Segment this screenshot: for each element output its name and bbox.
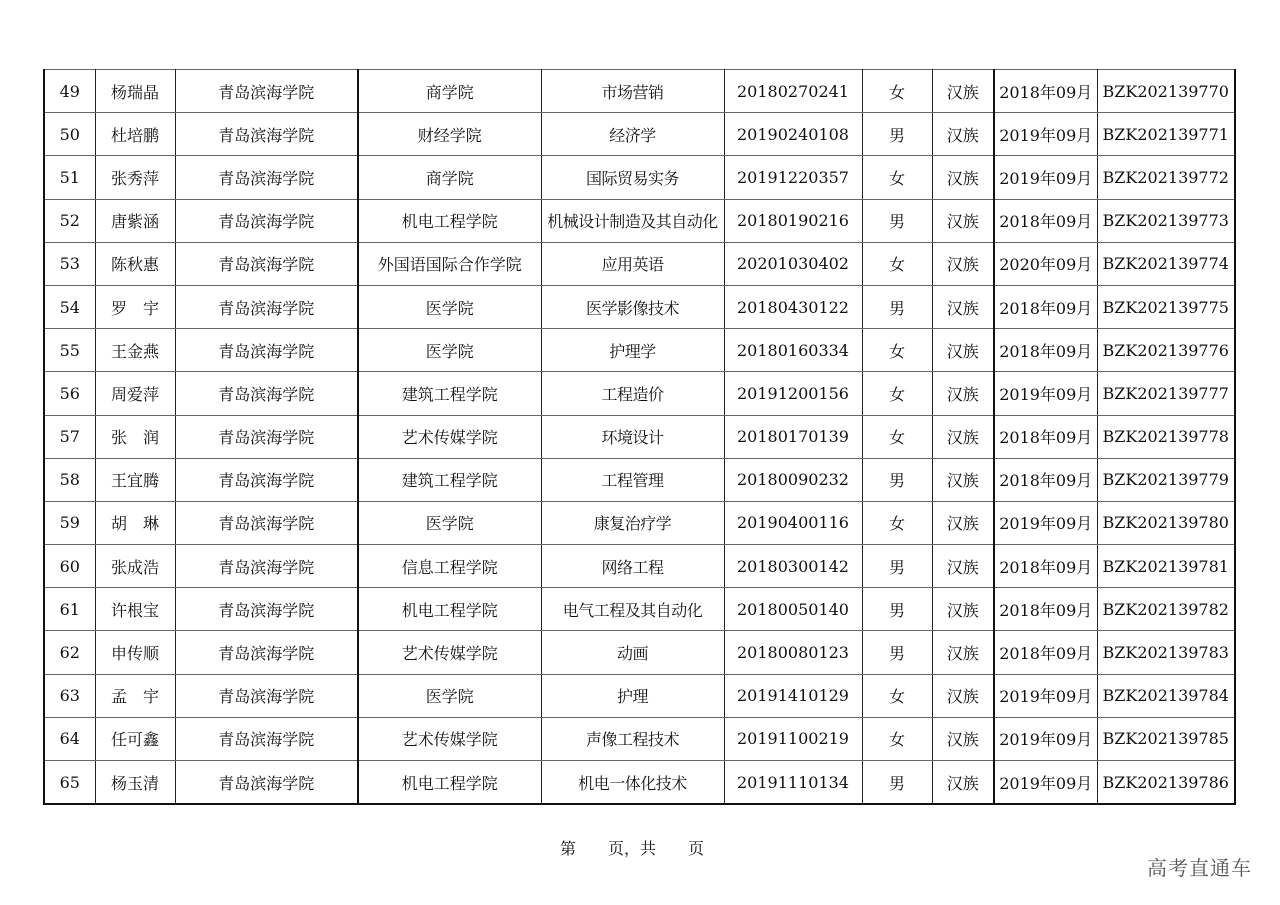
cell-major: 电气工程及其自动化 xyxy=(541,588,724,631)
cell-gender: 女 xyxy=(862,242,932,285)
table-row xyxy=(44,588,1235,631)
cell-college: 医学院 xyxy=(358,501,541,544)
page-footer: 第 页，共 页 xyxy=(560,839,705,858)
cell-index: 59 xyxy=(44,501,95,544)
cell-student-id: 20191410129 xyxy=(724,674,862,717)
table-row xyxy=(44,717,1235,760)
cell-student-id: 20180270241 xyxy=(724,70,862,113)
cell-enrollment-date: 2018年09月 xyxy=(994,285,1097,328)
cell-school: 青岛滨海学院 xyxy=(175,199,358,242)
cell-certificate-no: BZK202139778 xyxy=(1097,415,1235,458)
cell-index: 61 xyxy=(44,588,95,631)
table-row xyxy=(44,70,1235,113)
cell-certificate-no: BZK202139784 xyxy=(1097,674,1235,717)
table-row xyxy=(44,199,1235,242)
cell-gender: 男 xyxy=(862,199,932,242)
cell-index: 55 xyxy=(44,329,95,372)
table-row xyxy=(44,545,1235,588)
table-body xyxy=(44,70,1235,805)
cell-index: 50 xyxy=(44,113,95,156)
cell-index: 62 xyxy=(44,631,95,674)
cell-enrollment-date: 2018年09月 xyxy=(994,631,1097,674)
cell-ethnicity: 汉族 xyxy=(932,717,994,760)
cell-ethnicity: 汉族 xyxy=(932,372,994,415)
cell-student-id: 20180430122 xyxy=(724,285,862,328)
cell-name: 杨玉清 xyxy=(95,761,175,805)
cell-certificate-no: BZK202139772 xyxy=(1097,156,1235,199)
cell-student-id: 20190240108 xyxy=(724,113,862,156)
cell-enrollment-date: 2019年09月 xyxy=(994,674,1097,717)
cell-name: 陈秋惠 xyxy=(95,242,175,285)
cell-school: 青岛滨海学院 xyxy=(175,458,358,501)
cell-college: 艺术传媒学院 xyxy=(358,717,541,760)
table-row xyxy=(44,113,1235,156)
cell-certificate-no: BZK202139780 xyxy=(1097,501,1235,544)
cell-ethnicity: 汉族 xyxy=(932,70,994,113)
cell-student-id: 20191220357 xyxy=(724,156,862,199)
cell-gender: 男 xyxy=(862,588,932,631)
table-row xyxy=(44,501,1235,544)
cell-certificate-no: BZK202139776 xyxy=(1097,329,1235,372)
cell-school: 青岛滨海学院 xyxy=(175,415,358,458)
cell-certificate-no: BZK202139777 xyxy=(1097,372,1235,415)
cell-student-id: 20180080123 xyxy=(724,631,862,674)
cell-school: 青岛滨海学院 xyxy=(175,113,358,156)
cell-major: 护理 xyxy=(541,674,724,717)
cell-certificate-no: BZK202139774 xyxy=(1097,242,1235,285)
cell-college: 商学院 xyxy=(358,70,541,113)
cell-school: 青岛滨海学院 xyxy=(175,631,358,674)
cell-name: 杨瑞晶 xyxy=(95,70,175,113)
cell-enrollment-date: 2019年09月 xyxy=(994,761,1097,805)
cell-index: 57 xyxy=(44,415,95,458)
cell-enrollment-date: 2019年09月 xyxy=(994,717,1097,760)
cell-name: 许根宝 xyxy=(95,588,175,631)
cell-enrollment-date: 2018年09月 xyxy=(994,458,1097,501)
cell-major: 护理学 xyxy=(541,329,724,372)
cell-name: 任可鑫 xyxy=(95,717,175,760)
cell-school: 青岛滨海学院 xyxy=(175,588,358,631)
cell-ethnicity: 汉族 xyxy=(932,501,994,544)
cell-major: 网络工程 xyxy=(541,545,724,588)
cell-index: 65 xyxy=(44,761,95,805)
cell-index: 54 xyxy=(44,285,95,328)
cell-student-id: 20180170139 xyxy=(724,415,862,458)
cell-enrollment-date: 2020年09月 xyxy=(994,242,1097,285)
cell-gender: 女 xyxy=(862,415,932,458)
cell-enrollment-date: 2019年09月 xyxy=(994,372,1097,415)
cell-student-id: 20191100219 xyxy=(724,717,862,760)
cell-enrollment-date: 2018年09月 xyxy=(994,415,1097,458)
cell-gender: 女 xyxy=(862,329,932,372)
cell-name: 张 润 xyxy=(95,415,175,458)
cell-gender: 男 xyxy=(862,631,932,674)
cell-major: 声像工程技术 xyxy=(541,717,724,760)
cell-school: 青岛滨海学院 xyxy=(175,372,358,415)
cell-college: 信息工程学院 xyxy=(358,545,541,588)
cell-school: 青岛滨海学院 xyxy=(175,717,358,760)
cell-college: 艺术传媒学院 xyxy=(358,415,541,458)
cell-college: 医学院 xyxy=(358,285,541,328)
cell-index: 52 xyxy=(44,199,95,242)
cell-college: 医学院 xyxy=(358,674,541,717)
cell-student-id: 20180300142 xyxy=(724,545,862,588)
cell-certificate-no: BZK202139783 xyxy=(1097,631,1235,674)
cell-student-id: 20191200156 xyxy=(724,372,862,415)
cell-index: 56 xyxy=(44,372,95,415)
cell-school: 青岛滨海学院 xyxy=(175,674,358,717)
cell-name: 王宜腾 xyxy=(95,458,175,501)
cell-enrollment-date: 2018年09月 xyxy=(994,199,1097,242)
cell-index: 51 xyxy=(44,156,95,199)
cell-enrollment-date: 2018年09月 xyxy=(994,588,1097,631)
cell-ethnicity: 汉族 xyxy=(932,113,994,156)
cell-gender: 男 xyxy=(862,113,932,156)
cell-ethnicity: 汉族 xyxy=(932,329,994,372)
cell-certificate-no: BZK202139785 xyxy=(1097,717,1235,760)
cell-student-id: 20201030402 xyxy=(724,242,862,285)
cell-student-id: 20191110134 xyxy=(724,761,862,805)
cell-ethnicity: 汉族 xyxy=(932,285,994,328)
table-row xyxy=(44,415,1235,458)
cell-college: 财经学院 xyxy=(358,113,541,156)
cell-name: 唐紫涵 xyxy=(95,199,175,242)
cell-school: 青岛滨海学院 xyxy=(175,156,358,199)
cell-major: 机械设计制造及其自动化 xyxy=(541,199,724,242)
cell-school: 青岛滨海学院 xyxy=(175,761,358,805)
table-row xyxy=(44,242,1235,285)
cell-major: 医学影像技术 xyxy=(541,285,724,328)
cell-gender: 男 xyxy=(862,285,932,328)
cell-college: 外国语国际合作学院 xyxy=(358,242,541,285)
cell-index: 58 xyxy=(44,458,95,501)
student-list-table xyxy=(43,69,1236,805)
cell-major: 应用英语 xyxy=(541,242,724,285)
cell-certificate-no: BZK202139786 xyxy=(1097,761,1235,805)
cell-school: 青岛滨海学院 xyxy=(175,70,358,113)
cell-college: 建筑工程学院 xyxy=(358,372,541,415)
cell-school: 青岛滨海学院 xyxy=(175,285,358,328)
cell-gender: 男 xyxy=(862,545,932,588)
cell-ethnicity: 汉族 xyxy=(932,631,994,674)
cell-name: 周爱萍 xyxy=(95,372,175,415)
cell-ethnicity: 汉族 xyxy=(932,415,994,458)
cell-index: 64 xyxy=(44,717,95,760)
cell-ethnicity: 汉族 xyxy=(932,199,994,242)
cell-major: 环境设计 xyxy=(541,415,724,458)
cell-enrollment-date: 2018年09月 xyxy=(994,545,1097,588)
cell-certificate-no: BZK202139775 xyxy=(1097,285,1235,328)
cell-major: 市场营销 xyxy=(541,70,724,113)
cell-index: 49 xyxy=(44,70,95,113)
cell-certificate-no: BZK202139770 xyxy=(1097,70,1235,113)
cell-gender: 女 xyxy=(862,372,932,415)
cell-enrollment-date: 2019年09月 xyxy=(994,501,1097,544)
cell-enrollment-date: 2019年09月 xyxy=(994,113,1097,156)
table-row xyxy=(44,285,1235,328)
cell-name: 罗 宇 xyxy=(95,285,175,328)
cell-enrollment-date: 2018年09月 xyxy=(994,70,1097,113)
table-row xyxy=(44,761,1235,805)
cell-college: 机电工程学院 xyxy=(358,199,541,242)
cell-certificate-no: BZK202139773 xyxy=(1097,199,1235,242)
cell-name: 申传顺 xyxy=(95,631,175,674)
cell-school: 青岛滨海学院 xyxy=(175,329,358,372)
cell-college: 机电工程学院 xyxy=(358,761,541,805)
cell-certificate-no: BZK202139781 xyxy=(1097,545,1235,588)
cell-name: 孟 宇 xyxy=(95,674,175,717)
cell-student-id: 20180190216 xyxy=(724,199,862,242)
table-row xyxy=(44,156,1235,199)
table-row xyxy=(44,458,1235,501)
cell-ethnicity: 汉族 xyxy=(932,588,994,631)
cell-gender: 女 xyxy=(862,70,932,113)
cell-ethnicity: 汉族 xyxy=(932,242,994,285)
cell-gender: 女 xyxy=(862,717,932,760)
cell-school: 青岛滨海学院 xyxy=(175,501,358,544)
cell-index: 63 xyxy=(44,674,95,717)
cell-school: 青岛滨海学院 xyxy=(175,545,358,588)
cell-college: 商学院 xyxy=(358,156,541,199)
cell-name: 张成浩 xyxy=(95,545,175,588)
cell-gender: 女 xyxy=(862,501,932,544)
cell-ethnicity: 汉族 xyxy=(932,761,994,805)
cell-index: 60 xyxy=(44,545,95,588)
cell-ethnicity: 汉族 xyxy=(932,156,994,199)
cell-college: 建筑工程学院 xyxy=(358,458,541,501)
table-row xyxy=(44,329,1235,372)
cell-name: 张秀萍 xyxy=(95,156,175,199)
cell-ethnicity: 汉族 xyxy=(932,674,994,717)
cell-major: 国际贸易实务 xyxy=(541,156,724,199)
cell-school: 青岛滨海学院 xyxy=(175,242,358,285)
cell-enrollment-date: 2018年09月 xyxy=(994,329,1097,372)
cell-major: 工程管理 xyxy=(541,458,724,501)
cell-certificate-no: BZK202139771 xyxy=(1097,113,1235,156)
cell-major: 机电一体化技术 xyxy=(541,761,724,805)
cell-gender: 女 xyxy=(862,156,932,199)
table-row xyxy=(44,372,1235,415)
cell-ethnicity: 汉族 xyxy=(932,458,994,501)
cell-name: 胡 琳 xyxy=(95,501,175,544)
cell-major: 工程造价 xyxy=(541,372,724,415)
watermark: 高考直通车 xyxy=(1147,856,1252,880)
table-row xyxy=(44,674,1235,717)
cell-gender: 男 xyxy=(862,458,932,501)
cell-major: 康复治疗学 xyxy=(541,501,724,544)
cell-student-id: 20190400116 xyxy=(724,501,862,544)
cell-student-id: 20180090232 xyxy=(724,458,862,501)
cell-certificate-no: BZK202139779 xyxy=(1097,458,1235,501)
cell-enrollment-date: 2019年09月 xyxy=(994,156,1097,199)
cell-name: 王金燕 xyxy=(95,329,175,372)
cell-certificate-no: BZK202139782 xyxy=(1097,588,1235,631)
cell-major: 动画 xyxy=(541,631,724,674)
cell-gender: 女 xyxy=(862,674,932,717)
table-row xyxy=(44,631,1235,674)
cell-index: 53 xyxy=(44,242,95,285)
cell-college: 医学院 xyxy=(358,329,541,372)
cell-ethnicity: 汉族 xyxy=(932,545,994,588)
cell-name: 杜培鹏 xyxy=(95,113,175,156)
cell-student-id: 20180160334 xyxy=(724,329,862,372)
cell-major: 经济学 xyxy=(541,113,724,156)
cell-college: 机电工程学院 xyxy=(358,588,541,631)
cell-gender: 男 xyxy=(862,761,932,805)
cell-college: 艺术传媒学院 xyxy=(358,631,541,674)
cell-student-id: 20180050140 xyxy=(724,588,862,631)
